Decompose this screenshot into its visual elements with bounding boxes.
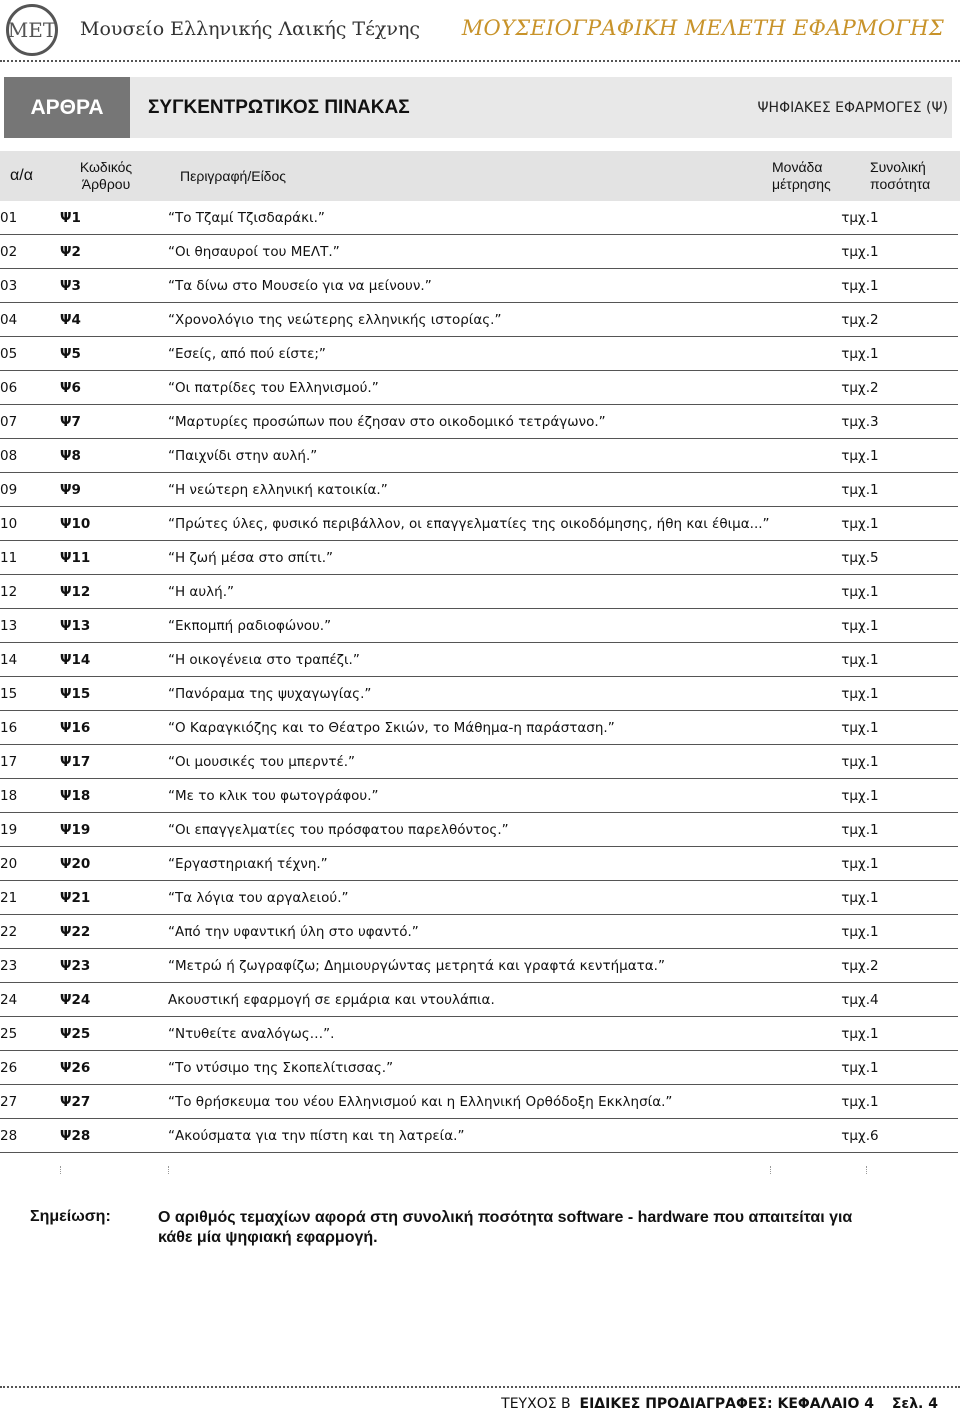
row-quantity: 1: [870, 269, 958, 303]
row-unit: τμχ.: [770, 711, 870, 745]
table-row: [0, 439, 958, 473]
row-quantity: 1: [870, 813, 958, 847]
row-code: Ψ14: [60, 643, 168, 677]
column-guide: [866, 1166, 867, 1174]
row-code: Ψ24: [60, 983, 168, 1017]
row-quantity: 1: [870, 337, 958, 371]
row-number: 24: [0, 983, 60, 1017]
row-quantity: 1: [870, 439, 958, 473]
row-quantity: 2: [870, 949, 958, 983]
table-row: [0, 303, 958, 337]
table-row: [0, 1119, 958, 1153]
row-unit: τμχ.: [770, 507, 870, 541]
row-description: “Οι μουσικές του μπερντέ.”: [168, 745, 770, 779]
table-row: [0, 269, 958, 303]
row-code: Ψ25: [60, 1017, 168, 1051]
row-code: Ψ11: [60, 541, 168, 575]
row-number: 15: [0, 677, 60, 711]
row-code: Ψ3: [60, 269, 168, 303]
row-description: “Ντυθείτε αναλόγως…”.: [168, 1017, 770, 1051]
table-row: [0, 507, 958, 541]
row-quantity: 1: [870, 507, 958, 541]
table-row: [0, 711, 958, 745]
table-row: [0, 575, 958, 609]
row-code: Ψ15: [60, 677, 168, 711]
row-number: 21: [0, 881, 60, 915]
items-table: [0, 201, 958, 1153]
row-unit: τμχ.: [770, 915, 870, 949]
row-quantity: 1: [870, 915, 958, 949]
row-code: Ψ28: [60, 1119, 168, 1153]
row-description: “Το Τζαμί Τζισδαράκι.”: [168, 201, 770, 235]
table-row: [0, 779, 958, 813]
row-code: Ψ10: [60, 507, 168, 541]
table-row: [0, 1051, 958, 1085]
row-code: Ψ6: [60, 371, 168, 405]
row-unit: τμχ.: [770, 813, 870, 847]
row-number: 06: [0, 371, 60, 405]
table-row: [0, 235, 958, 269]
table-row: [0, 881, 958, 915]
row-code: Ψ2: [60, 235, 168, 269]
row-code: Ψ20: [60, 847, 168, 881]
row-unit: τμχ.: [770, 439, 870, 473]
row-quantity: 5: [870, 541, 958, 575]
column-guide: [770, 1166, 771, 1174]
row-description: “Εργαστηριακή τέχνη.”: [168, 847, 770, 881]
row-unit: τμχ.: [770, 847, 870, 881]
table-row: [0, 337, 958, 371]
row-number: 19: [0, 813, 60, 847]
table-row: [0, 405, 958, 439]
row-code: Ψ23: [60, 949, 168, 983]
row-number: 10: [0, 507, 60, 541]
row-description: “Η αυλή.”: [168, 575, 770, 609]
row-description: “Μετρώ ή ζωγραφίζω; Δημιουργώντας μετρητά και γραφτά κεντήματα.”: [168, 949, 770, 983]
row-quantity: 1: [870, 473, 958, 507]
row-number: 08: [0, 439, 60, 473]
row-quantity: 1: [870, 1017, 958, 1051]
row-code: Ψ13: [60, 609, 168, 643]
row-unit: τμχ.: [770, 201, 870, 235]
footer-issue: ΤΕΥΧΟΣ Β: [501, 1396, 571, 1412]
row-number: 17: [0, 745, 60, 779]
row-quantity: 2: [870, 371, 958, 405]
table-row: [0, 813, 958, 847]
items-table-body: [0, 201, 958, 1153]
row-code: Ψ16: [60, 711, 168, 745]
row-description: “Οι πατρίδες του Ελληνισμού.”: [168, 371, 770, 405]
column-guide: [168, 1166, 169, 1174]
table-title: ΣΥΓΚΕΝΤΡΩΤΙΚΟΣ ΠΙΝΑΚΑΣ: [148, 97, 410, 118]
row-quantity: 1: [870, 779, 958, 813]
logo-text: ΜΕΤ: [7, 18, 57, 42]
row-number: 28: [0, 1119, 60, 1153]
header-divider: [0, 60, 960, 62]
title-bar: [4, 77, 952, 138]
row-description: “Ακούσματα για την πίστη και τη λατρεία.”: [168, 1119, 770, 1153]
page-header: [0, 0, 960, 62]
row-quantity: 1: [870, 235, 958, 269]
row-quantity: 1: [870, 1051, 958, 1085]
row-unit: τμχ.: [770, 303, 870, 337]
table-header: [0, 151, 960, 201]
row-number: 13: [0, 609, 60, 643]
row-quantity: 1: [870, 677, 958, 711]
table-row: [0, 677, 958, 711]
row-unit: τμχ.: [770, 881, 870, 915]
row-quantity: 1: [870, 745, 958, 779]
page-footer: [501, 1396, 938, 1412]
study-title: ΜΟΥΣΕΙΟΓΡΑΦΙΚΗ ΜΕΛΕΤΗ ΕΦΑΡΜΟΓΗΣ: [461, 16, 944, 40]
row-number: 27: [0, 1085, 60, 1119]
row-quantity: 4: [870, 983, 958, 1017]
table-row: [0, 609, 958, 643]
row-number: 01: [0, 201, 60, 235]
row-unit: τμχ.: [770, 235, 870, 269]
row-description: “Η ζωή μέσα στο σπίτι.”: [168, 541, 770, 575]
row-unit: τμχ.: [770, 337, 870, 371]
museum-name: Μουσείο Ελληνικής Λαικής Τέχνης: [80, 18, 421, 40]
row-description: “Ο Καραγκιόζης και το Θέατρο Σκιών, το Μάθημα-η παράσταση.”: [168, 711, 770, 745]
row-code: Ψ4: [60, 303, 168, 337]
row-description: “Πρώτες ύλες, φυσικό περιβάλλον, οι επαγγελματίες της οικοδόμησης, ήθη και έθιμα...”: [168, 507, 770, 541]
row-unit: τμχ.: [770, 371, 870, 405]
col-desc-header: Περιγραφή/Είδος: [180, 168, 287, 184]
row-code: Ψ12: [60, 575, 168, 609]
row-description: “Η οικογένεια στο τραπέζι.”: [168, 643, 770, 677]
row-code: Ψ27: [60, 1085, 168, 1119]
row-number: 22: [0, 915, 60, 949]
section-label: ΑΡΘΡΑ: [4, 77, 130, 138]
row-description: Ακουστική εφαρμογή σε ερμάρια και ντουλάπια.: [168, 983, 770, 1017]
row-number: 07: [0, 405, 60, 439]
table-row: [0, 541, 958, 575]
row-quantity: 1: [870, 1085, 958, 1119]
category-label: ΨΗΦΙΑΚΕΣ ΕΦΑΡΜΟΓΕΣ (Ψ): [757, 100, 948, 116]
row-description: “Με το κλικ του φωτογράφου.”: [168, 779, 770, 813]
row-code: Ψ1: [60, 201, 168, 235]
row-quantity: 1: [870, 881, 958, 915]
row-description: “Η νεώτερη ελληνική κατοικία.”: [168, 473, 770, 507]
row-unit: τμχ.: [770, 575, 870, 609]
table-row: [0, 1017, 958, 1051]
table-row: [0, 745, 958, 779]
row-description: “Μαρτυρίες προσώπων που έζησαν στο οικοδομικό τετράγωνο.”: [168, 405, 770, 439]
row-number: 20: [0, 847, 60, 881]
row-code: Ψ7: [60, 405, 168, 439]
row-description: “Παιχνίδι στην αυλή.”: [168, 439, 770, 473]
col-num-header: α/α: [10, 167, 33, 184]
row-code: Ψ5: [60, 337, 168, 371]
row-number: 11: [0, 541, 60, 575]
row-description: “Τα λόγια του αργαλειού.”: [168, 881, 770, 915]
row-description: “Οι επαγγελματίες του πρόσφατου παρελθόντος.”: [168, 813, 770, 847]
row-number: 23: [0, 949, 60, 983]
row-unit: τμχ.: [770, 1051, 870, 1085]
row-unit: τμχ.: [770, 643, 870, 677]
row-code: Ψ21: [60, 881, 168, 915]
row-unit: τμχ.: [770, 1085, 870, 1119]
row-quantity: 6: [870, 1119, 958, 1153]
row-quantity: 1: [870, 847, 958, 881]
row-quantity: 1: [870, 201, 958, 235]
column-guide: [60, 1166, 61, 1174]
row-code: Ψ26: [60, 1051, 168, 1085]
row-unit: τμχ.: [770, 473, 870, 507]
row-description: “Το θρήσκευμα του νέου Ελληνισμού και η Ελληνική Ορθόδοξη Εκκλησία.”: [168, 1085, 770, 1119]
row-description: “Οι θησαυροί του ΜΕΛΤ.”: [168, 235, 770, 269]
row-description: “Τα δίνω στο Μουσείο για να μείνουν.”: [168, 269, 770, 303]
row-description: “Από την υφαντική ύλη στο υφαντό.”: [168, 915, 770, 949]
row-code: Ψ22: [60, 915, 168, 949]
table-row: [0, 983, 958, 1017]
row-unit: τμχ.: [770, 983, 870, 1017]
row-number: 16: [0, 711, 60, 745]
row-description: “Πανόραμα της ψυχαγωγίας.”: [168, 677, 770, 711]
row-quantity: 3: [870, 405, 958, 439]
row-quantity: 1: [870, 643, 958, 677]
row-quantity: 2: [870, 303, 958, 337]
table-row: [0, 201, 958, 235]
row-number: 04: [0, 303, 60, 337]
col-qty-header: Συνολική ποσότητα: [870, 159, 931, 192]
row-number: 09: [0, 473, 60, 507]
row-number: 05: [0, 337, 60, 371]
note-label: Σημείωση:: [30, 1208, 111, 1225]
col-code-header: Κωδικός Άρθρου: [79, 159, 133, 192]
row-number: 14: [0, 643, 60, 677]
row-number: 02: [0, 235, 60, 269]
table-row: [0, 643, 958, 677]
row-unit: τμχ.: [770, 677, 870, 711]
table-row: [0, 473, 958, 507]
row-description: “Εκπομπή ραδιοφώνου.”: [168, 609, 770, 643]
footer-chapter: ΕΙΔΙΚΕΣ ΠΡΟΔΙΑΓΡΑΦΕΣ: ΚΕΦΑΛΑΙΟ 4: [579, 1396, 875, 1412]
table-row: [0, 371, 958, 405]
row-code: Ψ8: [60, 439, 168, 473]
row-code: Ψ9: [60, 473, 168, 507]
row-unit: τμχ.: [770, 779, 870, 813]
row-unit: τμχ.: [770, 405, 870, 439]
col-unit-header: Μονάδα μέτρησης: [772, 159, 831, 192]
row-unit: τμχ.: [770, 949, 870, 983]
row-number: 18: [0, 779, 60, 813]
row-unit: τμχ.: [770, 1119, 870, 1153]
footer-divider: [0, 1386, 960, 1388]
row-unit: τμχ.: [770, 1017, 870, 1051]
row-quantity: 1: [870, 575, 958, 609]
row-code: Ψ19: [60, 813, 168, 847]
row-quantity: 1: [870, 609, 958, 643]
row-unit: τμχ.: [770, 745, 870, 779]
footer-page: Σελ. 4: [891, 1396, 938, 1412]
table-row: [0, 949, 958, 983]
row-number: 25: [0, 1017, 60, 1051]
table-row: [0, 1085, 958, 1119]
row-code: Ψ17: [60, 745, 168, 779]
row-unit: τμχ.: [770, 541, 870, 575]
table-row: [0, 847, 958, 881]
row-number: 03: [0, 269, 60, 303]
table-row: [0, 915, 958, 949]
row-number: 26: [0, 1051, 60, 1085]
note-text: Ο αριθμός τεμαχίων αφορά στη συνολική ποσότητα software - hardware που απαιτείται για κάθε μία ψηφιακή εφαρμογή.: [158, 1209, 853, 1246]
row-description: “Χρονολόγιο της νεώτερης ελληνικής ιστορίας.”: [168, 303, 770, 337]
row-quantity: 1: [870, 711, 958, 745]
row-unit: τμχ.: [770, 609, 870, 643]
row-number: 12: [0, 575, 60, 609]
row-description: “Εσείς, από πού είστε;”: [168, 337, 770, 371]
row-description: “Το ντύσιμο της Σκοπελίτισσας.”: [168, 1051, 770, 1085]
row-code: Ψ18: [60, 779, 168, 813]
museum-logo: [6, 4, 58, 56]
row-unit: τμχ.: [770, 269, 870, 303]
